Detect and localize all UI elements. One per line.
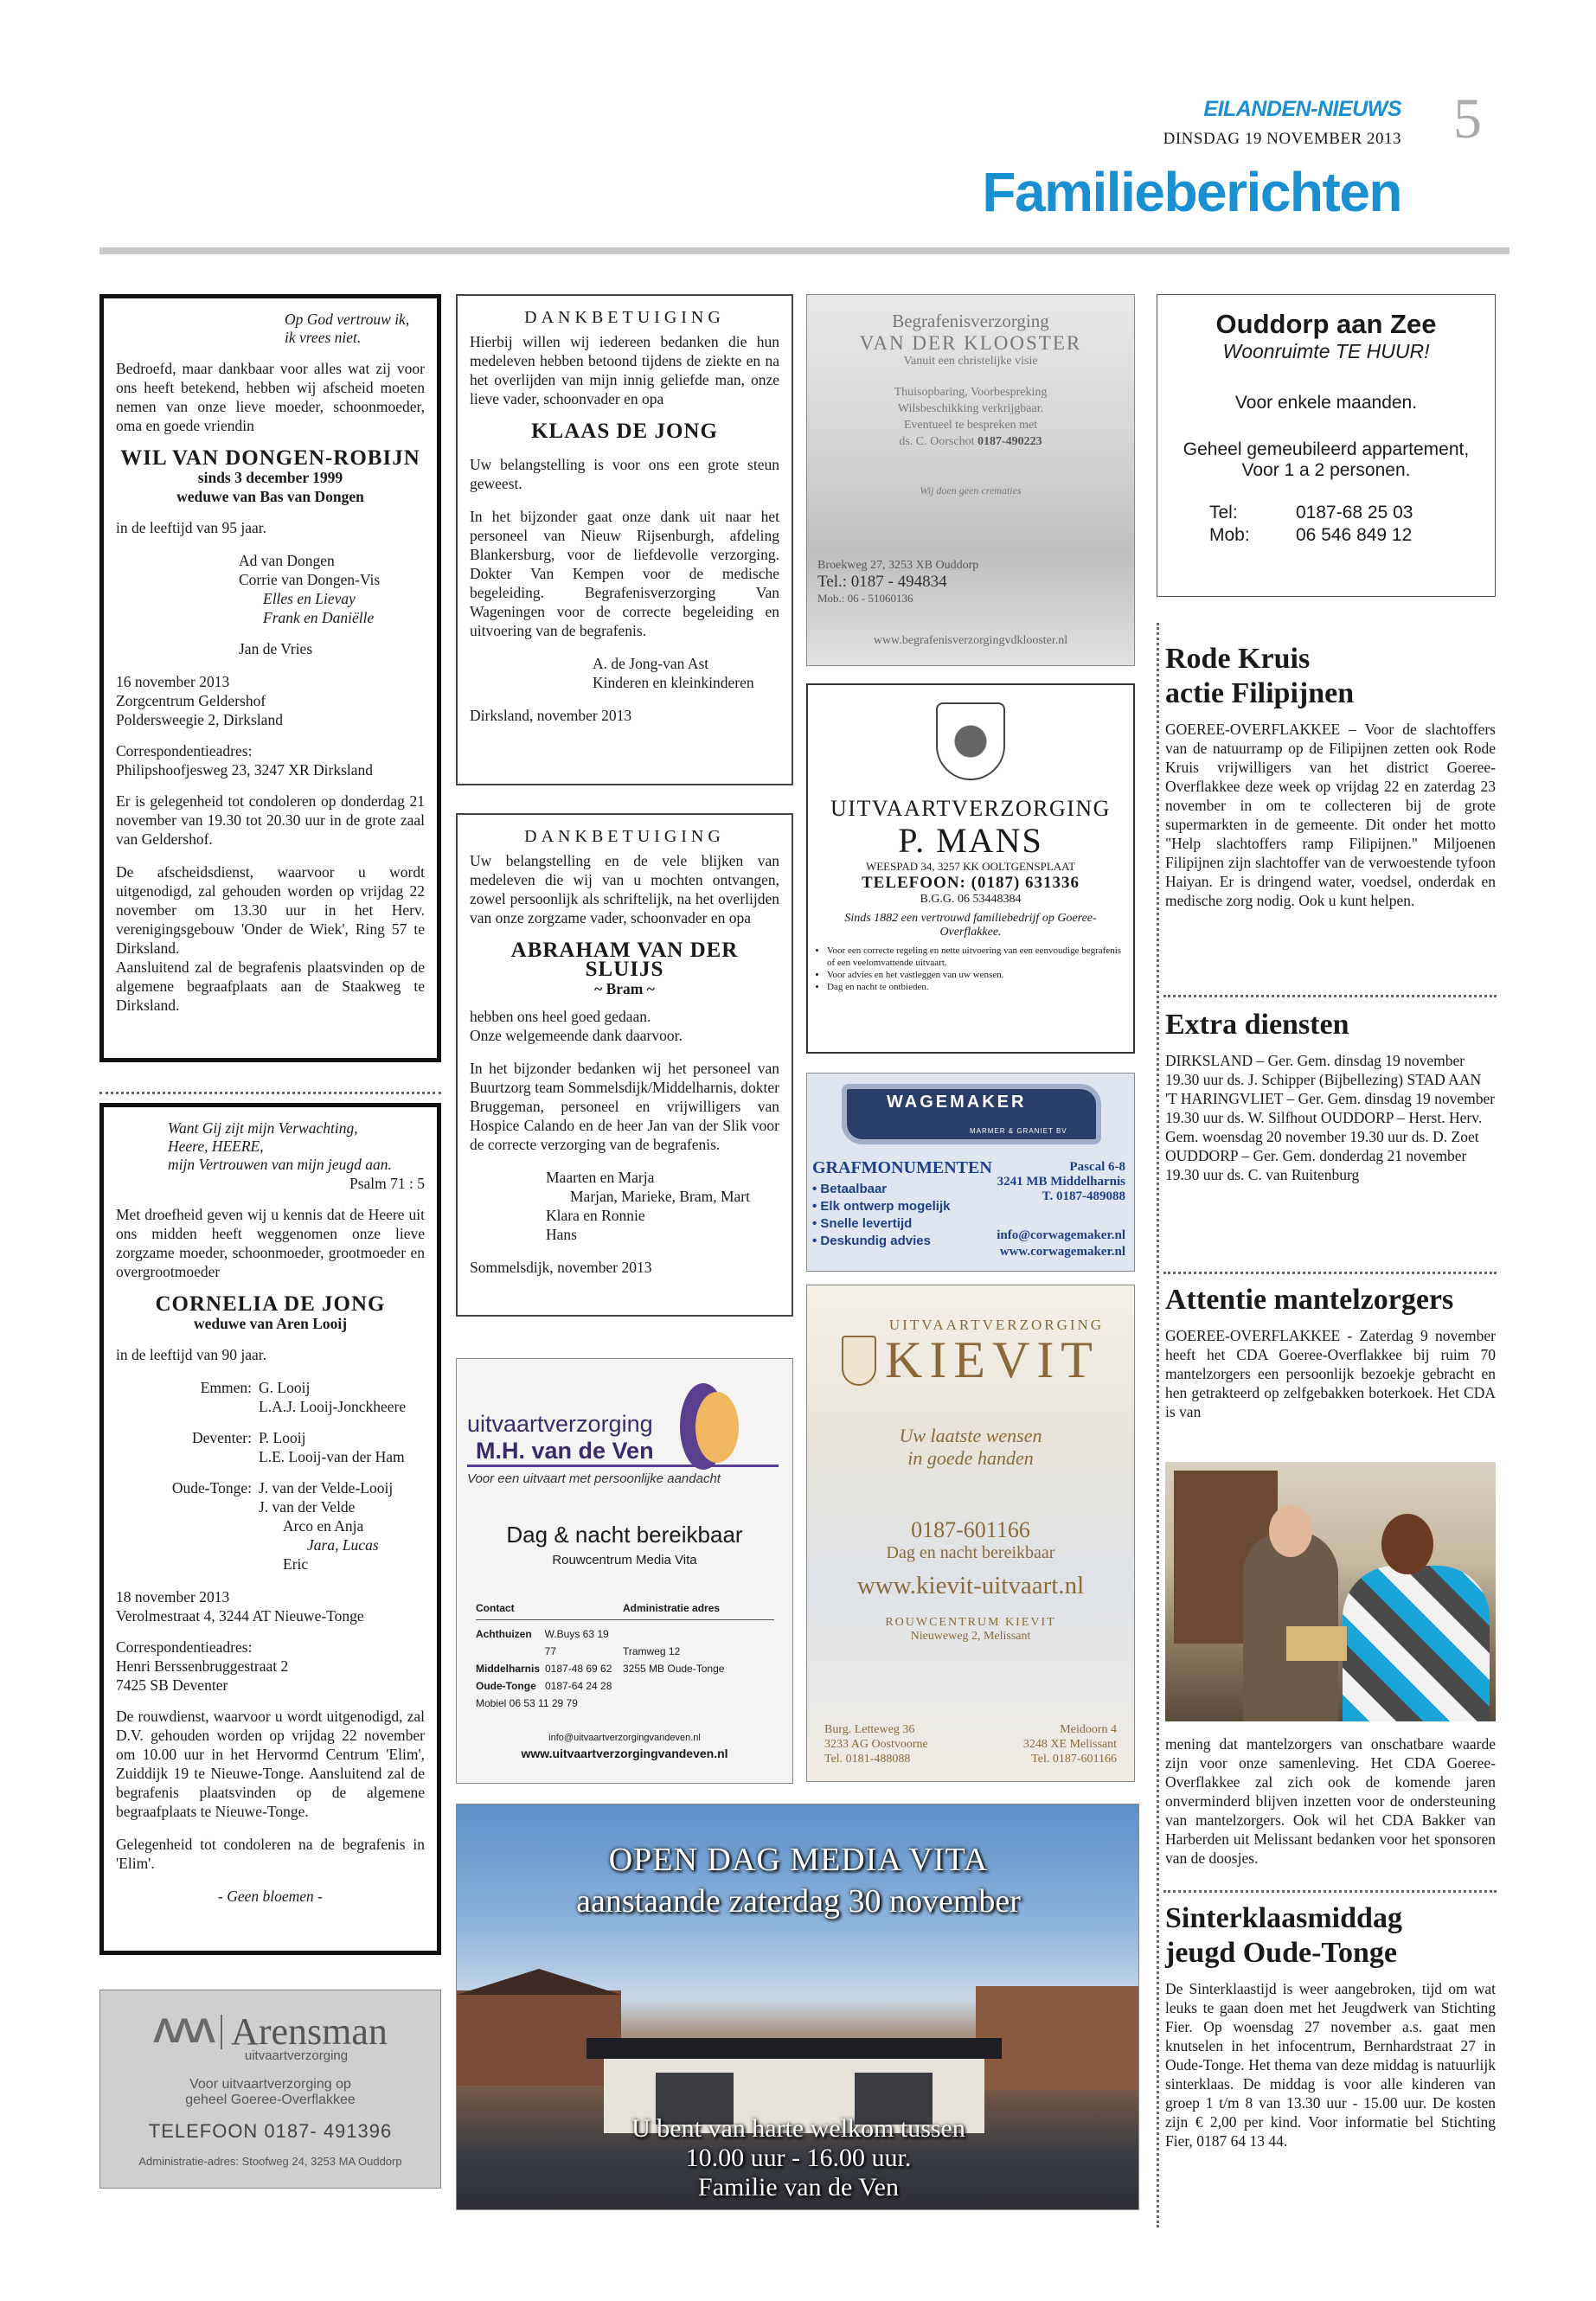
open-day-ad xyxy=(456,1804,1139,2210)
ven-headline: Dag & nacht bereikbaar xyxy=(506,1522,743,1548)
article-heading: actie Filipijnen xyxy=(1165,677,1355,709)
family-line: Jara, Lucas xyxy=(307,1536,379,1554)
admin-label: Administratie adres xyxy=(623,1602,721,1614)
contact-detail: 0187-48 69 62 xyxy=(545,1663,612,1675)
notice-place: Poldersweegie 2, Dirksland xyxy=(116,711,283,728)
wagemaker-bullet: • Snelle levertijd xyxy=(812,1216,913,1231)
thanks-heading: DANKBETUIGING xyxy=(524,827,725,846)
kievit-top: UITVAARTVERZORGING xyxy=(888,1317,1105,1333)
klooster-line: Thuisopbaring, Voorbespreking xyxy=(894,386,1048,399)
roof-left xyxy=(457,1969,621,1995)
arensman-logo-mark: ΛΛΛ xyxy=(153,2012,213,2050)
newspaper-logo: EILANDEN-NIEUWS xyxy=(1203,97,1401,121)
ouddorp-line: Voor enkele maanden. xyxy=(1234,393,1418,413)
contact-row xyxy=(476,1660,623,1677)
kievit-address: Burg. Letteweg 36 xyxy=(824,1723,915,1736)
wagemaker-bullets xyxy=(812,1181,950,1250)
signature-line: Marjan, Marieke, Bram, Mart xyxy=(570,1188,750,1205)
contact-row xyxy=(476,1677,623,1695)
klooster-address: Broekweg 27, 3253 XB Ouddorp xyxy=(817,559,979,572)
kievit-crest-icon xyxy=(842,1336,876,1386)
correspondence-address: Henri Berssenbruggestraat 2 xyxy=(116,1657,289,1675)
notice-intro: Met droefheid geven wij u kennis dat de Heere uit ons midden heeft weggenomen onze lieve zorgzame moeder, schoonmoeder, grootmoeder en overgrootmoeder xyxy=(116,1206,425,1280)
kievit-slogan: in goede handen xyxy=(907,1447,1034,1469)
motto-line: ik vrees niet. xyxy=(285,329,362,346)
klooster-title-1: Begrafenisverzorging xyxy=(892,311,1049,331)
ouddorp-ad xyxy=(1157,294,1496,597)
psalm-line: Heere, HEERE, xyxy=(168,1138,264,1155)
thanks-paragraph: In het bijzonder gaat onze dank uit naar het personeel van Nieuw Rijsenburgh, afdeling Blankersburg, voor de liefdevolle verzorging. Dokter Van Kempen voor de medische begeleiding. Begrafenisverzorging Van Wageningen voor de correcte begeleiding en uitvoering van de begrafenis. xyxy=(470,508,779,639)
family-line: G. Looij xyxy=(259,1379,311,1396)
age-line: in de leeftijd van 95 jaar. xyxy=(116,519,266,536)
notice-intro: Bedroefd, maar dankbaar voor alles wat zij voor ons heeft betekend, hebben wij afscheid moeten nemen van onze lieve moeder, schoonmoeder, oma en goede vriendin xyxy=(116,360,425,434)
klooster-title-2: VAN DER KLOOSTER xyxy=(859,332,1082,354)
ouddorp-subtitle: Woonruimte TE HUUR! xyxy=(1222,340,1430,362)
widow-line: weduwe van Aren Looij xyxy=(193,1315,348,1332)
mans-crest-icon xyxy=(936,702,1005,780)
admin-address: Tramweg 12 xyxy=(623,1645,681,1657)
mans-address: WEESPAD 34, 3257 KK OOLTGENSPLAAT xyxy=(865,860,1076,873)
klooster-line: Eventueel te bespreken met xyxy=(903,419,1038,432)
wagemaker-bullet: • Betaalbaar xyxy=(812,1182,888,1196)
thanks-paragraph: Onze welgemeende dank daarvoor. xyxy=(470,1027,683,1044)
thanks-paragraph: Uw belangstelling is voor ons een grote steun geweest. xyxy=(470,456,779,492)
van-der-klooster-ad xyxy=(806,294,1135,666)
death-notice-de-jong xyxy=(99,1103,441,1955)
ouddorp-title: Ouddorp aan Zee xyxy=(1215,309,1437,339)
family-names xyxy=(259,1428,405,1466)
family-line: Arco en Anja xyxy=(283,1517,364,1535)
wagemaker-bullet: • Deskundig advies xyxy=(812,1234,931,1248)
arensman-line: Voor uitvaartverzorging op xyxy=(189,2077,351,2092)
age-line: in de leeftijd van 90 jaar. xyxy=(116,1346,266,1363)
thanks-abraham-van-der-sluijs xyxy=(456,813,793,1317)
signature-line: Kinderen en kleinkinderen xyxy=(593,674,754,691)
open-day-footer: 10.00 uur - 16.00 uur. xyxy=(685,2144,912,2172)
arensman-sub-logo: uitvaartverzorging xyxy=(244,2048,349,2063)
notice-address: Verolmestraat 4, 3244 AT Nieuwe-Tonge xyxy=(116,1607,364,1625)
article-heading: jeugd Oude-Tonge xyxy=(1165,1937,1397,1969)
wagemaker-bullet: • Elk ontwerp mogelijk xyxy=(812,1199,951,1214)
family-table xyxy=(116,1378,425,1516)
klooster-mob: Mob.: 06 - 51060136 xyxy=(817,592,913,605)
signature-line: Hans xyxy=(546,1226,577,1243)
place-date: Sommelsdijk, november 2013 xyxy=(470,1259,652,1276)
photo-box xyxy=(1286,1626,1347,1661)
kievit-name: KIEVIT xyxy=(885,1331,1099,1388)
kievit-address: Tel. 0187-601166 xyxy=(1031,1753,1117,1766)
photo-jacket xyxy=(1343,1566,1490,1721)
header-rule xyxy=(99,247,1509,254)
correspondence-label: Correspondentieadres: xyxy=(116,1638,253,1656)
article-divider xyxy=(1163,1890,1497,1893)
logo-divider xyxy=(221,2015,222,2049)
klooster-line: ds. C. Oorschot xyxy=(899,435,975,448)
column-divider xyxy=(1157,623,1159,2227)
section-title: Familieberichten xyxy=(982,161,1401,223)
family-names xyxy=(259,1378,406,1416)
issue-date: DINSDAG 19 NOVEMBER 2013 xyxy=(1163,130,1401,148)
ven-mobile: Mobiel 06 53 11 29 79 xyxy=(476,1697,578,1709)
article-sinterklaas xyxy=(1165,1901,1496,2150)
article-body: GOEREE-OVERFLAKKEE – Voor de slachtoffers van de natuurramp op de Filipijnen zetten ook Rode Kruis vrijwilligers van het district Goeree-Overflakkee deze week op vrijdag 22 en zaterdag 23 november in om te collecteren bij de grote supermarkten in de gemeente. Dit onder het motto "Help slachtoffers ramp Filipijnen." Miljoenen Filipijnen zijn slachtoffer van de verwoestende tyfoon Haiyan. Er is dringend water, voedsel, onderdak en medische zorg nodig. Ook u kunt helpen. xyxy=(1165,721,1496,909)
notice-place: Zorgcentrum Geldershof xyxy=(116,692,266,709)
wagemaker-address: Pascal 6-8 xyxy=(1069,1160,1125,1174)
family-line: J. van der Velde-Looij xyxy=(259,1479,394,1497)
kievit-web: www.kievit-uitvaart.nl xyxy=(856,1572,1085,1599)
family-line: Corrie van Dongen-Vis xyxy=(239,571,381,588)
mob-label: Mob: xyxy=(1209,525,1250,545)
mans-phone: TELEFOON: (0187) 631336 xyxy=(861,874,1080,892)
deceased-name: ABRAHAM VAN DER SLUIJS xyxy=(510,939,739,981)
mans-title-2: P. MANS xyxy=(898,821,1043,860)
condolence-info: Er is gelegenheid tot condoleren op donderdag 21 november van 19.30 tot 20.30 uur in de grote zaal van Geldershof. xyxy=(116,792,425,848)
contact-list xyxy=(476,1625,623,1695)
service-info: De afscheidsdienst, waarvoor u wordt uitgenodigd, zal gehouden worden op vrijdag 22 november om 13.30 uur in het Herv. verenigingsgebouw 'Onder de Wiek', Ring 57 te Dirksland. xyxy=(116,863,425,957)
van-de-ven-ad xyxy=(456,1358,793,1784)
mans-title-1: UITVAARTVERZORGING xyxy=(830,796,1111,821)
correspondence-label: Correspondentieadres: xyxy=(116,742,253,760)
ouddorp-line: Geheel gemeubileerd appartement, xyxy=(1183,439,1470,459)
klooster-line: Wilsbeschikking verkrijgbaar. xyxy=(897,402,1044,415)
family-line: Jan de Vries xyxy=(239,640,313,657)
contact-label: Contact xyxy=(476,1602,515,1614)
open-day-title: OPEN DAG MEDIA VITA xyxy=(608,1842,989,1878)
thanks-intro: Hierbij willen wij iedereen bedanken die hun medeleven hebben betoond tijdens de ziekte en na het overlijden van mijn innig geliefde man, onze lieve vader, schoonvader en opa xyxy=(470,333,779,407)
wagemaker-heading: GRAFMONUMENTEN xyxy=(812,1158,992,1177)
family-row xyxy=(116,1378,425,1416)
ven-email: info@uitvaartverzorgingvandeven.nl xyxy=(548,1733,701,1743)
mob-number: 06 546 849 12 xyxy=(1296,525,1413,545)
page-number: 5 xyxy=(1453,87,1482,151)
article-body: De Sinterklaastijd is weer aangebroken, tijd om wat leuks te gaan doen met het Jeugdwerk van Stichting Fier. Op woensdag 27 november a.s. gaat men knutselen in het infocentrum, Bernhardstraat 27 in Oude-Tonge. Het thema van deze middag is natuurlijk sinterklaas. De middag is voor alle kinderen van groep 1 t/m 8 van 13.30 uur - 15.00 uur. De kosten zijn € 2,00 per kind. Voor informatie bel Stichting Fier, 0187 64 13 44. xyxy=(1165,1980,1496,2150)
thanks-klaas-de-jong xyxy=(456,294,793,785)
wagemaker-logo: WAGEMAKER xyxy=(887,1093,1027,1112)
ouddorp-line: Voor 1 a 2 personen. xyxy=(1241,460,1411,480)
kievit-slogan: Uw laatste wensen xyxy=(899,1425,1042,1446)
kievit-phone: 0187-601166 xyxy=(911,1517,1030,1542)
since-date: sinds 3 december 1999 xyxy=(197,469,343,486)
tel-number: 0187-68 25 03 xyxy=(1296,503,1413,522)
family-line: Ad van Dongen xyxy=(239,552,335,569)
ven-tagline: Voor een uitvaart met persoonlijke aandacht xyxy=(467,1471,721,1486)
article-body: GOEREE-OVERFLAKKEE - Zaterdag 9 november heeft het CDA Goeree-Overflakkee bij ruim 70 mantelzorgers een persoonlijk bezoekje gebracht en hen getrakteerd op zelfgebakken boterkoek. Het CDA is van xyxy=(1165,1327,1496,1420)
ven-web: www.uitvaartverzorgingvandeven.nl xyxy=(521,1747,728,1760)
open-day-subtitle: aanstaande zaterdag 30 november xyxy=(576,1883,1021,1920)
psalm-line: Want Gij zijt mijn Verwachting, xyxy=(168,1119,358,1137)
thanks-paragraph: hebben ons heel goed gedaan. xyxy=(470,1008,651,1025)
contact-detail: 0187-64 24 28 xyxy=(545,1680,612,1692)
article-mantelzorgers xyxy=(1165,1283,1496,1421)
mans-since: Sinds 1882 een vertrouwd familiebedrijf op Goeree-Overflakkee. xyxy=(844,912,1097,939)
article-body: DIRKSLAND – Ger. Gem. dinsdag 19 november 19.30 uur ds. J. Schipper (Bijbellezing) STAD AAN 'T HARINGVLIET – Ger. Gem. dinsdag 19 november 19.30 uur ds. W. Silfhout OUDDORP – Herst. Herv. Gem. woensdag 20 november 19.30 uur ds. D. Zoet OUDDORP – Ger. Gem. donderdag 21 november 19.30 uur ds. C. van Ruitenburg xyxy=(1165,1052,1496,1183)
place-date: Dirksland, november 2013 xyxy=(470,707,632,724)
contact-detail: W.Buys 63 19 77 xyxy=(544,1628,609,1657)
klooster-web: www.begrafenisverzorgingvdklooster.nl xyxy=(873,634,1068,647)
kievit-address: Meidoorn 4 xyxy=(1060,1723,1117,1736)
condolence-info: Gelegenheid tot condoleren na de begrafenis in 'Elim'. xyxy=(116,1836,425,1872)
klooster-tel: Tel.: 0187 - 494834 xyxy=(817,573,947,591)
death-notice-van-dongen xyxy=(99,294,441,1062)
psalm-reference: Psalm 71 : 5 xyxy=(349,1175,425,1192)
notice-date: 18 november 2013 xyxy=(116,1588,230,1606)
ven-sub: Rouwcentrum Media Vita xyxy=(552,1553,697,1567)
arensman-logo: Arensman xyxy=(231,2010,388,2053)
divider xyxy=(99,1092,441,1094)
family-line: J. van der Velde xyxy=(259,1498,356,1516)
deceased-name: CORNELIA DE JONG xyxy=(155,1292,386,1316)
contact-place: Oude-Tonge xyxy=(476,1680,536,1692)
arensman-line: geheel Goeree-Overflakkee xyxy=(185,2093,356,2107)
family-place: Deventer: xyxy=(192,1429,252,1446)
thanks-paragraph: In het bijzonder bedanken wij het personeel van Buurtzorg team Sommelsdijk/Middelharnis, dokter Bruggeman, personeel en vrijwilligers van Hospice Calando en de heer Jan van der Slik voor de correcte verzorging van de begrafenis. xyxy=(470,1060,779,1153)
article-extra-diensten xyxy=(1165,1008,1496,1184)
family-place: Oude-Tonge: xyxy=(171,1479,252,1497)
no-flowers: - Geen bloemen - xyxy=(218,1888,323,1905)
family-place: Emmen: xyxy=(200,1379,252,1396)
wagemaker-logo-sub: MARMER & GRANIET BV xyxy=(970,1127,1067,1135)
signature-line: A. de Jong-van Ast xyxy=(593,655,709,672)
wagemaker-phone: T. 0187-489088 xyxy=(1042,1189,1125,1203)
kievit-phone-sub: Dag en nacht bereikbaar xyxy=(886,1543,1055,1562)
thanks-intro: Uw belangstelling en de vele blijken van medeleven die wij van u mochten ontvangen, zowel persoonlijk als schriftelijk, na het overlijden van onze zorgzame vader, schoonvader en opa xyxy=(470,852,779,926)
family-row xyxy=(116,1478,425,1516)
klooster-tagline: Vanuit een christelijke visie xyxy=(903,355,1038,368)
family-line: L.E. Looij-van der Ham xyxy=(259,1448,405,1465)
mans-bullet: • Dag en nacht te ontbieden. xyxy=(827,981,1123,993)
wagemaker-email: info@corwagemaker.nl xyxy=(997,1228,1125,1242)
wagemaker-address: 3241 MB Middelharnis xyxy=(997,1175,1125,1189)
family-line: Frank en Daniëlle xyxy=(263,609,375,626)
arensman-phone: TELEFOON 0187- 491396 xyxy=(148,2120,393,2142)
klooster-phone: 0187-490223 xyxy=(977,435,1042,448)
klooster-cremations: Wij doen geen crematies xyxy=(920,484,1022,497)
mans-bgg: B.G.G. 06 53448384 xyxy=(920,893,1022,906)
family-row xyxy=(116,1428,425,1466)
kievit-ad xyxy=(806,1285,1135,1782)
signature-line: Maarten en Marja xyxy=(546,1169,655,1186)
open-day-footer: U bent van harte welkom tussen xyxy=(631,2114,965,2143)
service-info: De rouwdienst, waarvoor u wordt uitgenodigd, zal D.V. gehouden worden op vrijdag 22 november om 10.00 uur in het Hervormd Centrum 'Elim', Zuiddijk 19 te Nieuwe-Tonge. Aansluitend zal de begrafenis plaatsvinden op de algemene begraafplaats te Nieuwe-Tonge. xyxy=(116,1708,425,1820)
kievit-center: ROUWCENTRUM KIEVIT xyxy=(885,1616,1056,1629)
mans-ad xyxy=(806,683,1135,1054)
contact-row xyxy=(476,1625,623,1660)
mans-bullet: • Voor een correcte regeling en nette uitvoering van een eenvoudige begrafenis of een veelomvattende uitvaart. xyxy=(827,945,1123,969)
ven-rule xyxy=(467,1465,779,1467)
mantelzorg-photo xyxy=(1165,1462,1496,1721)
deceased-name: KLAAS DE JONG xyxy=(531,420,718,443)
psalm-line: mijn Vertrouwen van mijn jeugd aan. xyxy=(168,1156,392,1173)
wagemaker-web: www.corwagemaker.nl xyxy=(999,1245,1125,1259)
family-line: P. Looij xyxy=(259,1429,306,1446)
article-rode-kruis xyxy=(1165,642,1496,910)
article-heading: Rode Kruis xyxy=(1165,643,1311,675)
photo-head xyxy=(1381,1514,1433,1574)
ven-logo-icon xyxy=(680,1383,744,1470)
admin-address: 3255 MB Oude-Tonge xyxy=(623,1663,725,1675)
article-heading: Attentie mantelzorgers xyxy=(1165,1284,1454,1316)
contact-place: Middelharnis xyxy=(476,1663,541,1675)
article-divider xyxy=(1163,1272,1497,1274)
motto-line: Op God vertrouw ik, xyxy=(285,311,410,328)
burial-info: Aansluitend zal de begrafenis plaatsvinden op de algemene begraafplaats aan de Staakweg te Dirksland. xyxy=(116,958,425,1014)
open-day-footer: Familie van de Ven xyxy=(698,2173,899,2202)
ven-title-1: uitvaartverzorging xyxy=(467,1411,653,1437)
wagemaker-ad xyxy=(806,1073,1135,1272)
deceased-name: WIL VAN DONGEN-ROBIJN xyxy=(120,446,420,470)
family-names xyxy=(259,1478,393,1516)
signature-line: Klara en Ronnie xyxy=(546,1207,645,1224)
kievit-address: Tel. 0181-488088 xyxy=(824,1753,911,1766)
mans-bullet: • Voor advies en het vastleggen van uw wensen. xyxy=(827,969,1123,981)
photo-head xyxy=(1269,1505,1312,1557)
article-heading: Sinterklaasmiddag xyxy=(1165,1902,1402,1934)
thanks-heading: DANKBETUIGING xyxy=(524,308,725,327)
family-line: Eric xyxy=(283,1555,309,1573)
correspondence-address: Philipshoofjesweg 23, 3247 XR Dirksland xyxy=(116,761,374,779)
family-line: Elles en Lievay xyxy=(263,590,356,607)
kievit-center-addr: Nieuweweg 2, Melissant xyxy=(910,1630,1031,1643)
nickname: ~ Bram ~ xyxy=(594,980,655,997)
ven-title-2: M.H. van de Ven xyxy=(476,1438,654,1464)
arensman-ad xyxy=(99,1990,441,2189)
kievit-address: 3233 AG Oostvoorne xyxy=(824,1738,928,1751)
tel-label: Tel: xyxy=(1209,503,1238,522)
arensman-admin: Administratie-adres: Stoofweg 24, 3253 MA Ouddorp xyxy=(138,2155,402,2168)
article-divider xyxy=(1163,995,1497,997)
article-body-continued: mening dat mantelzorgers van onschatbare waarde zijn voor onze samenleving. Het CDA Goeree-Overflakkee zal zich ook de komende jaren onverminderd blijven inzetten voor de ondersteuning van mantelzorgers. Ook wil het CDA Bakker van Harberden uit Melissant bedanken voor het sponsoren van de doosjes. xyxy=(1165,1735,1496,1867)
widow-line: weduwe van Bas van Dongen xyxy=(176,488,364,505)
contact-place: Achthuizen xyxy=(476,1628,532,1640)
notice-date: 16 november 2013 xyxy=(116,673,230,690)
correspondence-address: 7425 SB Deventer xyxy=(116,1676,228,1694)
kievit-address: 3248 XE Melissant xyxy=(1022,1738,1117,1751)
family-line: L.A.J. Looij-Jonckheere xyxy=(259,1398,407,1415)
building-roof xyxy=(586,2038,1002,2059)
article-heading: Extra diensten xyxy=(1165,1009,1349,1041)
